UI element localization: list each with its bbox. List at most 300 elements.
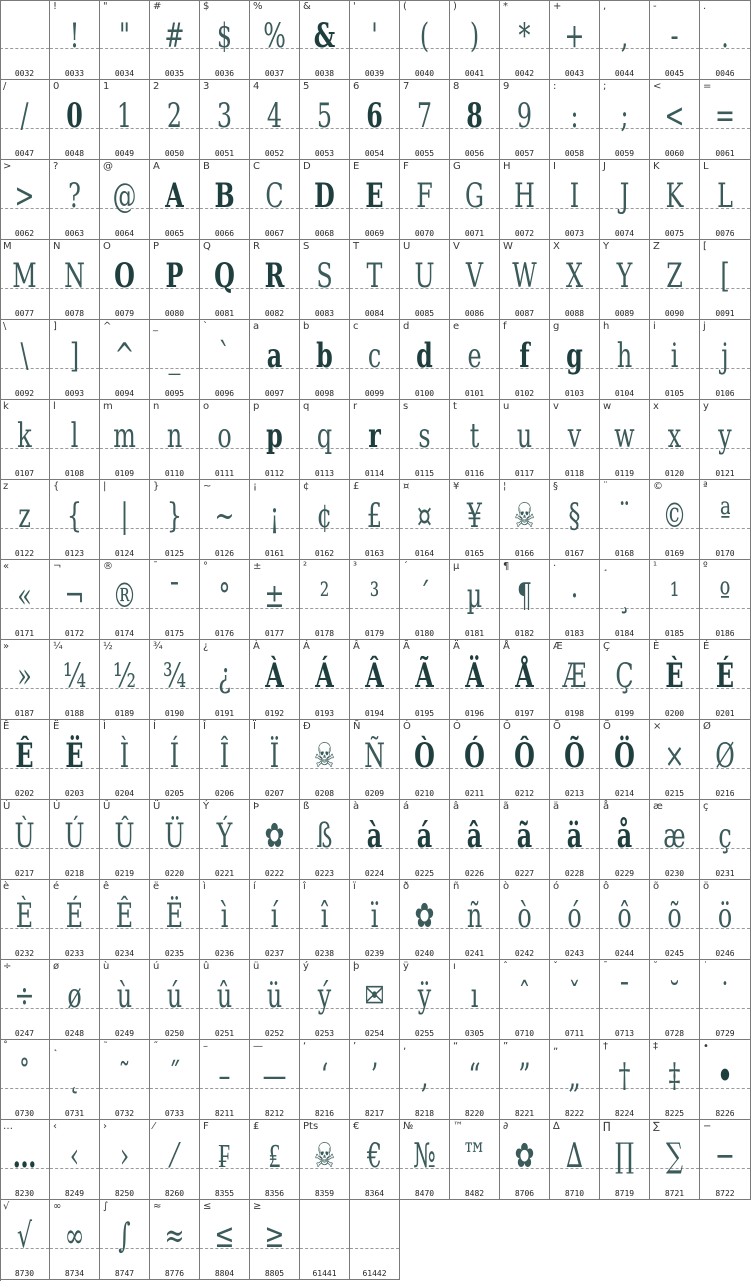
glyph-sample: ² — [319, 576, 330, 616]
glyph-code: 0177 — [264, 629, 285, 638]
glyph-code: 0073 — [564, 229, 585, 238]
glyph-code: 0056 — [464, 149, 485, 158]
glyph-code: 0161 — [264, 549, 285, 558]
glyph-label: ú — [153, 961, 160, 972]
glyph-label: c — [353, 321, 359, 332]
glyph-label: ≥ — [253, 1201, 262, 1212]
glyph-cell-0049 — [100, 80, 150, 160]
glyph-code: 0163 — [364, 549, 385, 558]
glyph-label: F — [403, 161, 409, 172]
glyph-code: 0178 — [314, 629, 335, 638]
glyph-sample: ] — [69, 336, 80, 376]
glyph-code: 0218 — [64, 869, 85, 878]
glyph-cell-0171 — [0, 560, 50, 640]
glyph-sample: © — [662, 496, 687, 536]
glyph-code: 0079 — [114, 309, 135, 318]
glyph-label: † — [603, 1041, 608, 1052]
glyph-code: 0084 — [364, 309, 385, 318]
glyph-code: 0181 — [464, 629, 485, 638]
glyph-label: ~ — [203, 481, 212, 492]
glyph-code: 0083 — [314, 309, 335, 318]
glyph-cell-0105 — [650, 320, 700, 400]
glyph-sample: & — [313, 16, 336, 56]
glyph-label: Ê — [3, 721, 10, 732]
glyph-cell-0201 — [700, 640, 751, 720]
glyph-label: $ — [203, 1, 210, 12]
glyph-cell-0052 — [250, 80, 300, 160]
glyph-cell-0174 — [100, 560, 150, 640]
glyph-code: 0064 — [114, 229, 135, 238]
glyph-sample: ₤ — [268, 1136, 281, 1176]
glyph-code: 0037 — [264, 69, 285, 78]
glyph-sample: t — [469, 416, 480, 456]
glyph-sample: à — [366, 816, 383, 856]
glyph-cell-0205 — [150, 720, 200, 800]
glyph-code: 0077 — [14, 309, 35, 318]
glyph-code: 0192 — [264, 709, 285, 718]
glyph-label: ? — [53, 161, 59, 172]
glyph-sample: ½ — [112, 656, 137, 696]
glyph-cell-0198 — [550, 640, 600, 720]
glyph-sample: ™ — [462, 1136, 487, 1176]
glyph-sample: ✉ — [364, 976, 385, 1016]
glyph-cell-0185 — [650, 560, 700, 640]
glyph-cell-0187 — [0, 640, 50, 720]
glyph-cell-0044 — [600, 0, 650, 80]
glyph-cell-0254 — [350, 960, 400, 1040]
glyph-cell-0072 — [500, 160, 550, 240]
glyph-label: j — [703, 321, 706, 332]
glyph-sample: ˙ — [719, 976, 731, 1016]
glyph-cell-0060 — [650, 80, 700, 160]
glyph-cell-8218 — [400, 1040, 450, 1120]
glyph-cell-0224 — [350, 800, 400, 880]
glyph-cell-8706 — [500, 1120, 550, 1200]
glyph-code: 0094 — [114, 389, 135, 398]
glyph-code: 0093 — [64, 389, 85, 398]
glyph-label: ¦ — [503, 481, 507, 492]
glyph-code: 0044 — [614, 69, 635, 78]
glyph-code: 0180 — [414, 629, 435, 638]
glyph-sample: „ — [568, 1056, 581, 1096]
glyph-code: 0076 — [715, 229, 735, 238]
glyph-label: ü — [253, 961, 260, 972]
glyph-sample: ^ — [114, 336, 135, 376]
glyph-sample: ý — [317, 976, 332, 1016]
glyph-code: 8225 — [664, 1109, 685, 1118]
glyph-label: y — [703, 401, 709, 412]
glyph-label: Ý — [203, 801, 210, 812]
glyph-sample: Ì — [119, 736, 130, 776]
glyph-cell-0163 — [350, 480, 400, 560]
glyph-code: 0250 — [164, 1029, 185, 1038]
glyph-sample: l — [70, 416, 79, 456]
glyph-code: 0234 — [114, 949, 135, 958]
glyph-cell-0053 — [300, 80, 350, 160]
glyph-code: 0048 — [64, 149, 85, 158]
glyph-code: 0249 — [114, 1029, 135, 1038]
glyph-label: ä — [553, 801, 560, 812]
glyph-sample: É — [65, 896, 84, 936]
glyph-cell-0097 — [250, 320, 300, 400]
glyph-cell-0121 — [700, 400, 751, 480]
glyph-label: S — [303, 241, 310, 252]
glyph-code: 0066 — [214, 229, 235, 238]
glyph-label: ` — [203, 321, 208, 332]
glyph-cell-0108 — [50, 400, 100, 480]
glyph-code: 0728 — [664, 1029, 685, 1038]
glyph-code: 0220 — [164, 869, 185, 878]
glyph-code: 0733 — [164, 1109, 185, 1118]
glyph-sample: ‘ — [320, 1056, 329, 1096]
glyph-cell-0728 — [650, 960, 700, 1040]
glyph-label: Õ — [553, 721, 561, 732]
glyph-code: 0713 — [614, 1029, 635, 1038]
glyph-label: à — [353, 801, 360, 812]
glyph-label: ÿ — [403, 961, 409, 972]
glyph-label: ¿ — [203, 641, 209, 652]
glyph-sample: i — [670, 336, 679, 376]
glyph-code: 0087 — [514, 309, 535, 318]
glyph-cell-0071 — [450, 160, 500, 240]
glyph-sample: | — [120, 496, 129, 536]
glyph-label: 1 — [103, 81, 110, 92]
glyph-cell-0122 — [0, 480, 50, 560]
glyph-code: 0202 — [14, 789, 35, 798]
glyph-sample: \ — [20, 336, 29, 376]
glyph-sample: ¼ — [62, 656, 87, 696]
glyph-code: 0059 — [614, 149, 635, 158]
glyph-sample: ' — [371, 16, 378, 56]
glyph-cell-0713 — [600, 960, 650, 1040]
glyph-code: 0732 — [114, 1109, 135, 1118]
glyph-label: ∆ — [553, 1121, 560, 1132]
glyph-label: X — [553, 241, 560, 252]
glyph-sample: Ò — [414, 736, 435, 776]
glyph-label: Ó — [453, 721, 461, 732]
glyph-code: 0097 — [264, 389, 285, 398]
glyph-code: 8470 — [414, 1189, 435, 1198]
glyph-cell-0223 — [300, 800, 350, 880]
glyph-code: 0237 — [264, 949, 285, 958]
glyph-code: 0711 — [564, 1029, 585, 1038]
glyph-label: + — [553, 1, 562, 12]
glyph-sample: № — [413, 1136, 436, 1176]
glyph-label: } — [153, 481, 160, 492]
glyph-sample: Ï — [269, 736, 280, 776]
glyph-sample: e — [467, 336, 482, 376]
glyph-cell-0241 — [450, 880, 500, 960]
glyph-cell-0247 — [0, 960, 50, 1040]
glyph-sample: D — [314, 176, 335, 216]
glyph-cell-0045 — [650, 0, 700, 80]
glyph-sample: Ê — [115, 896, 134, 936]
glyph-code: 0194 — [364, 709, 385, 718]
glyph-code: 0206 — [214, 789, 235, 798]
glyph-label: ¡ — [253, 481, 258, 492]
glyph-cell-0056 — [450, 80, 500, 160]
glyph-cell-0118 — [550, 400, 600, 480]
glyph-code: 0032 — [14, 69, 35, 78]
glyph-code: 0222 — [264, 869, 285, 878]
glyph-cell-8230 — [0, 1120, 50, 1200]
glyph-cell-0211 — [450, 720, 500, 800]
glyph-code: 0253 — [314, 1029, 335, 1038]
glyph-sample: ☠ — [313, 1136, 336, 1176]
glyph-cell-0177 — [250, 560, 300, 640]
glyph-code: 0212 — [514, 789, 535, 798]
glyph-cell-0180 — [400, 560, 450, 640]
glyph-label: B — [203, 161, 210, 172]
glyph-sample: / — [20, 96, 29, 136]
glyph-label: Û — [103, 801, 111, 812]
glyph-sample: a — [266, 336, 283, 376]
glyph-label: õ — [653, 881, 660, 892]
glyph-cell-0190 — [150, 640, 200, 720]
glyph-label: _ — [153, 321, 158, 332]
glyph-code: 8747 — [114, 1269, 135, 1278]
glyph-label: ¢ — [303, 481, 310, 492]
glyph-code: 0204 — [114, 789, 135, 798]
glyph-label: ø — [53, 961, 60, 972]
glyph-sample: ˘ — [668, 976, 681, 1016]
glyph-cell-0731 — [50, 1040, 100, 1120]
glyph-code: 61442 — [362, 1269, 387, 1278]
glyph-sample: √ — [16, 1216, 33, 1256]
glyph-code: 0240 — [414, 949, 435, 958]
glyph-code: 0188 — [64, 709, 85, 718]
glyph-sample: Ó — [464, 736, 485, 776]
glyph-cell-8222 — [550, 1040, 600, 1120]
glyph-cell-0109 — [100, 400, 150, 480]
glyph-code: 0090 — [664, 309, 685, 318]
glyph-sample: ∑ — [666, 1136, 683, 1176]
glyph-code: 8222 — [564, 1109, 585, 1118]
glyph-cell-0164 — [400, 480, 450, 560]
glyph-sample: ✿ — [514, 1136, 535, 1176]
glyph-label: ∫ — [103, 1201, 109, 1212]
glyph-label: T — [353, 241, 360, 252]
glyph-cell-0175 — [150, 560, 200, 640]
glyph-code: 0040 — [414, 69, 435, 78]
glyph-sample: P — [165, 256, 184, 296]
glyph-code: 0252 — [264, 1029, 285, 1038]
glyph-sample: ∞ — [64, 1216, 85, 1256]
glyph-cell-0244 — [600, 880, 650, 960]
glyph-sample: S — [316, 256, 333, 296]
glyph-sample: ˛ — [68, 1056, 81, 1096]
glyph-label: q — [303, 401, 310, 412]
glyph-code: 0116 — [464, 469, 485, 478]
glyph-cell-0176 — [200, 560, 250, 640]
glyph-label: Ã — [403, 641, 410, 652]
glyph-label: þ — [353, 961, 360, 972]
glyph-code: 8734 — [64, 1269, 85, 1278]
glyph-sample: = — [715, 96, 735, 136]
glyph-sample: n — [166, 416, 183, 456]
glyph-label: 2 — [153, 81, 160, 92]
glyph-cell-0074 — [600, 160, 650, 240]
glyph-label: m — [103, 401, 113, 412]
glyph-label: ¶ — [503, 561, 510, 572]
glyph-label: Þ — [253, 801, 260, 812]
glyph-sample: µ — [466, 576, 483, 616]
glyph-label: b — [303, 321, 310, 332]
glyph-sample: r — [368, 416, 381, 456]
glyph-label: ¬ — [53, 561, 62, 572]
glyph-cell-0039 — [350, 0, 400, 80]
glyph-code: 0171 — [14, 629, 35, 638]
glyph-cell-8747 — [100, 1200, 150, 1280]
glyph-cell-0193 — [300, 640, 350, 720]
glyph-code: 0069 — [364, 229, 385, 238]
glyph-label: l — [53, 401, 56, 412]
glyph-label: … — [3, 1121, 13, 1132]
glyph-cell-0243 — [550, 880, 600, 960]
glyph-label: Å — [503, 641, 510, 652]
glyph-code: 0035 — [164, 69, 185, 78]
glyph-code: 0226 — [464, 869, 485, 878]
glyph-code: 0089 — [614, 309, 635, 318]
glyph-sample: $ — [216, 16, 233, 56]
glyph-sample: ” — [518, 1056, 531, 1096]
glyph-sample: Z — [666, 256, 683, 296]
glyph-sample: " — [119, 16, 130, 56]
glyph-label: ≤ — [203, 1201, 212, 1212]
glyph-cell-0067 — [250, 160, 300, 240]
glyph-code: 0193 — [314, 709, 335, 718]
glyph-cell-0183 — [550, 560, 600, 640]
glyph-sample: T — [366, 256, 383, 296]
glyph-cell-0226 — [450, 800, 500, 880]
glyph-code: 0038 — [314, 69, 335, 78]
glyph-sample: ⁄ — [172, 1136, 177, 1176]
glyph-cell-0077 — [0, 240, 50, 320]
glyph-sample: ¿ — [218, 656, 231, 696]
glyph-code: 0095 — [164, 389, 185, 398]
glyph-sample: Ê — [15, 736, 34, 776]
glyph-cell-0069 — [350, 160, 400, 240]
glyph-sample: > — [14, 176, 35, 216]
glyph-code: 0096 — [214, 389, 235, 398]
glyph-cell-0066 — [200, 160, 250, 240]
glyph-code: 0174 — [114, 629, 135, 638]
glyph-code: 0101 — [464, 389, 485, 398]
glyph-sample: 5 — [316, 96, 333, 136]
glyph-code: 0033 — [64, 69, 85, 78]
glyph-code: 0205 — [164, 789, 185, 798]
glyph-cell-0246 — [700, 880, 751, 960]
glyph-label: & — [303, 1, 311, 12]
glyph-code: 0067 — [264, 229, 285, 238]
glyph-sample: K — [665, 176, 684, 216]
glyph-cell-0068 — [300, 160, 350, 240]
glyph-cell-0213 — [550, 720, 600, 800]
glyph-code: 0162 — [314, 549, 335, 558]
glyph-code: 0092 — [14, 389, 35, 398]
glyph-label: R — [253, 241, 260, 252]
glyph-label: ∏ — [603, 1121, 611, 1132]
glyph-code: 8482 — [464, 1189, 485, 1198]
glyph-label: ™ — [453, 1121, 463, 1132]
glyph-sample — [357, 1206, 391, 1266]
glyph-label: ö — [703, 881, 710, 892]
glyph-sample: ` — [218, 336, 231, 376]
glyph-label: = — [703, 81, 712, 92]
glyph-label: − — [703, 1121, 712, 1132]
glyph-code: 8356 — [264, 1189, 285, 1198]
glyph-sample: * — [518, 16, 531, 56]
glyph-cell-0194 — [350, 640, 400, 720]
glyph-cell-0245 — [650, 880, 700, 960]
glyph-sample: Û — [114, 816, 135, 856]
glyph-code: 0248 — [64, 1029, 85, 1038]
glyph-sample: G — [464, 176, 485, 216]
glyph-label: D — [303, 161, 311, 172]
glyph-code: 0042 — [514, 69, 535, 78]
glyph-cell-0181 — [450, 560, 500, 640]
glyph-sample: V — [465, 256, 484, 296]
glyph-code: 0126 — [214, 549, 235, 558]
glyph-label: 9 — [503, 81, 510, 92]
glyph-sample: ✿ — [414, 896, 435, 936]
glyph-cell-0192 — [250, 640, 300, 720]
glyph-cell-0123 — [50, 480, 100, 560]
glyph-cell-0064 — [100, 160, 150, 240]
glyph-label: „ — [553, 1041, 559, 1052]
glyph-label: ° — [203, 561, 208, 572]
glyph-code: 0049 — [114, 149, 135, 158]
glyph-sample: ß — [316, 816, 333, 856]
glyph-code: 0730 — [14, 1109, 35, 1118]
glyph-cell-8805 — [250, 1200, 300, 1280]
glyph-cell-0210 — [400, 720, 450, 800]
glyph-code: 0207 — [264, 789, 285, 798]
glyph-code: 0108 — [64, 469, 85, 478]
glyph-label: t — [453, 401, 457, 412]
glyph-label: • — [703, 1041, 709, 1052]
glyph-code: 0065 — [164, 229, 185, 238]
glyph-sample: « — [17, 576, 32, 616]
glyph-sample: ‡ — [668, 1056, 681, 1096]
glyph-label: k — [3, 401, 9, 412]
glyph-code: 0244 — [614, 949, 635, 958]
glyph-sample: › — [119, 1136, 130, 1176]
glyph-label: ë — [153, 881, 160, 892]
glyph-sample: · — [570, 576, 579, 616]
glyph-code: 0211 — [464, 789, 485, 798]
glyph-sample: Á — [315, 656, 334, 696]
glyph-label: Ä — [453, 641, 460, 652]
glyph-sample: 8 — [466, 96, 483, 136]
glyph-cell-0255 — [400, 960, 450, 1040]
glyph-code: 0124 — [114, 549, 135, 558]
glyph-cell-0096 — [200, 320, 250, 400]
glyph-label: > — [3, 161, 12, 172]
glyph-cell-0098 — [300, 320, 350, 400]
glyph-code: 0091 — [715, 309, 735, 318]
glyph-label: ³ — [353, 561, 358, 572]
glyph-sample: R — [264, 256, 285, 296]
glyph-label: H — [503, 161, 511, 172]
glyph-cell-8804 — [200, 1200, 250, 1280]
glyph-label: Ü — [153, 801, 161, 812]
glyph-sample: ç — [718, 816, 732, 856]
glyph-sample: @ — [112, 176, 137, 216]
glyph-code: 0231 — [715, 869, 735, 878]
glyph-sample: Â — [365, 656, 384, 696]
glyph-sample: » — [17, 656, 32, 696]
